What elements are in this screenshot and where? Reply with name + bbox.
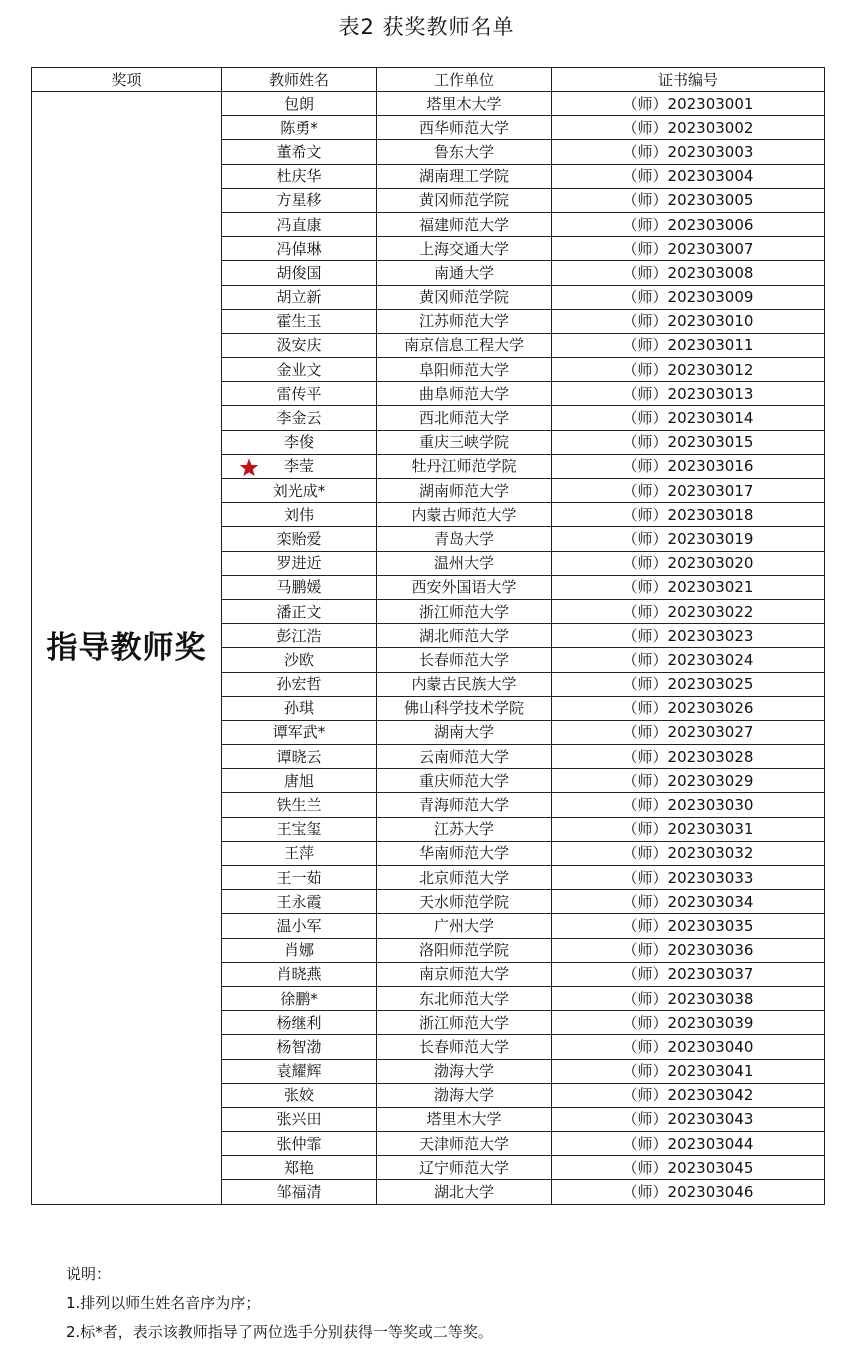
- teacher-name-cell: [222, 962, 377, 986]
- work-unit-cell: 湖北师范大学: [377, 624, 552, 648]
- work-unit-cell: 温州大学: [377, 551, 552, 575]
- teacher-name-cell: [222, 551, 377, 575]
- work-unit-cell: 广州大学: [377, 914, 552, 938]
- certificate-number-cell: （师）202303006: [552, 212, 825, 236]
- work-unit-cell: 南通大学: [377, 261, 552, 285]
- teacher-name-cell: [222, 164, 377, 188]
- certificate-number-cell: （师）202303026: [552, 696, 825, 720]
- header-teacher-name: 教师姓名: [222, 68, 377, 92]
- teacher-name-cell: [222, 793, 377, 817]
- work-unit-cell: 辽宁师范大学: [377, 1156, 552, 1180]
- teacher-name: 徐鹏*: [280, 989, 318, 1008]
- teacher-name: 董希文: [276, 142, 322, 161]
- teacher-name-cell: [222, 503, 377, 527]
- teacher-name: 李莹: [283, 457, 314, 476]
- award-table: [31, 67, 825, 1205]
- teacher-name-cell: [222, 406, 377, 430]
- teacher-name-cell: [222, 914, 377, 938]
- teacher-name: 汲安庆: [276, 336, 322, 355]
- certificate-number-cell: （师）202303045: [552, 1156, 825, 1180]
- work-unit-cell: 渤海大学: [377, 1083, 552, 1107]
- teacher-name: 李俊: [283, 433, 314, 452]
- work-unit-cell: 鲁东大学: [377, 140, 552, 164]
- teacher-name: 张兴田: [276, 1110, 322, 1129]
- teacher-name: 孙琪: [283, 699, 314, 718]
- work-unit-cell: 洛阳师范学院: [377, 938, 552, 962]
- certificate-number-cell: （师）202303044: [552, 1132, 825, 1156]
- certificate-number-cell: （师）202303040: [552, 1035, 825, 1059]
- work-unit-cell: 湖北大学: [377, 1180, 552, 1204]
- work-unit-cell: 浙江师范大学: [377, 599, 552, 623]
- certificate-number-cell: （师）202303002: [552, 116, 825, 140]
- teacher-name: 沙欧: [283, 650, 314, 669]
- certificate-number-cell: （师）202303037: [552, 962, 825, 986]
- work-unit-cell: 重庆三峡学院: [377, 430, 552, 454]
- work-unit-cell: 塔里木大学: [377, 1107, 552, 1131]
- certificate-number-cell: （师）202303039: [552, 1011, 825, 1035]
- teacher-name: 肖晓燕: [276, 965, 322, 984]
- teacher-name: 胡俊国: [276, 263, 322, 282]
- teacher-name: 胡立新: [276, 288, 322, 307]
- teacher-name: 包朗: [283, 94, 314, 113]
- notes-line-2: 2.标*者，表示该教师指导了两位选手分别获得一等奖或二等奖。: [66, 1323, 493, 1341]
- certificate-number-cell: （师）202303001: [552, 92, 825, 116]
- table-body: [32, 92, 825, 1205]
- teacher-name: 杨智渤: [276, 1037, 322, 1056]
- table-header-row: [32, 68, 825, 92]
- teacher-name-cell: [222, 1059, 377, 1083]
- work-unit-cell: 长春师范大学: [377, 648, 552, 672]
- teacher-name: 张姣: [283, 1086, 314, 1105]
- teacher-name: 刘光成*: [272, 481, 326, 500]
- teacher-name-cell: [222, 188, 377, 212]
- notes-section: [66, 1260, 493, 1347]
- certificate-number-cell: （师）202303033: [552, 866, 825, 890]
- work-unit-cell: 阜阳师范大学: [377, 358, 552, 382]
- certificate-number-cell: （师）202303032: [552, 841, 825, 865]
- work-unit-cell: 内蒙古师范大学: [377, 503, 552, 527]
- teacher-name-cell: [222, 527, 377, 551]
- teacher-name-cell: [222, 648, 377, 672]
- teacher-name-cell: [222, 212, 377, 236]
- certificate-number-cell: （师）202303015: [552, 430, 825, 454]
- work-unit-cell: 上海交通大学: [377, 237, 552, 261]
- certificate-number-cell: （师）202303041: [552, 1059, 825, 1083]
- work-unit-cell: 南京师范大学: [377, 962, 552, 986]
- work-unit-cell: 天津师范大学: [377, 1132, 552, 1156]
- teacher-name-cell: [222, 672, 377, 696]
- teacher-name: 李金云: [276, 409, 322, 428]
- teacher-name: 铁生兰: [276, 796, 322, 815]
- certificate-number-cell: （师）202303005: [552, 188, 825, 212]
- certificate-number-cell: （师）202303008: [552, 261, 825, 285]
- certificate-number-cell: （师）202303031: [552, 817, 825, 841]
- teacher-name: 王萍: [283, 844, 314, 863]
- teacher-name-cell: [222, 430, 377, 454]
- star-icon: [238, 457, 260, 478]
- work-unit-cell: 重庆师范大学: [377, 769, 552, 793]
- teacher-name-cell: [222, 285, 377, 309]
- certificate-number-cell: （师）202303017: [552, 479, 825, 503]
- teacher-name-cell: [222, 382, 377, 406]
- work-unit-cell: 浙江师范大学: [377, 1011, 552, 1035]
- header-award: 奖项: [32, 68, 222, 92]
- work-unit-cell: 江苏大学: [377, 817, 552, 841]
- teacher-name-cell: [222, 333, 377, 357]
- teacher-name-cell: [222, 454, 377, 478]
- certificate-number-cell: （师）202303042: [552, 1083, 825, 1107]
- teacher-name-cell: [222, 696, 377, 720]
- work-unit-cell: 天水师范学院: [377, 890, 552, 914]
- teacher-name: 邹福清: [276, 1183, 322, 1202]
- teacher-name: 温小军: [276, 916, 322, 935]
- work-unit-cell: 内蒙古民族大学: [377, 672, 552, 696]
- teacher-name-cell: [222, 1083, 377, 1107]
- teacher-name-cell: [222, 1011, 377, 1035]
- certificate-number-cell: （师）202303023: [552, 624, 825, 648]
- certificate-number-cell: （师）202303024: [552, 648, 825, 672]
- certificate-number-cell: （师）202303035: [552, 914, 825, 938]
- teacher-name: 肖娜: [283, 941, 314, 960]
- work-unit-cell: 南京信息工程大学: [377, 333, 552, 357]
- notes-line-1: 1.排列以师生姓名音序为序；: [66, 1294, 261, 1312]
- work-unit-cell: 黄冈师范学院: [377, 285, 552, 309]
- certificate-number-cell: （师）202303020: [552, 551, 825, 575]
- teacher-name: 雷传平: [276, 384, 322, 403]
- header-work-unit: 工作单位: [377, 68, 552, 92]
- certificate-number-cell: （师）202303034: [552, 890, 825, 914]
- notes-heading: 说明：: [66, 1265, 112, 1283]
- certificate-number-cell: （师）202303046: [552, 1180, 825, 1204]
- header-certificate-number: 证书编号: [552, 68, 825, 92]
- teacher-name-cell: [222, 92, 377, 116]
- teacher-name: 王宝玺: [276, 820, 322, 839]
- certificate-number-cell: （师）202303027: [552, 720, 825, 744]
- teacher-name-cell: [222, 745, 377, 769]
- certificate-number-cell: （师）202303007: [552, 237, 825, 261]
- teacher-name-cell: [222, 769, 377, 793]
- certificate-number-cell: （师）202303018: [552, 503, 825, 527]
- teacher-name: 王永霞: [276, 892, 322, 911]
- teacher-name: 孙宏哲: [276, 675, 322, 694]
- teacher-name-cell: [222, 1156, 377, 1180]
- certificate-number-cell: （师）202303019: [552, 527, 825, 551]
- teacher-name: 王一茹: [276, 868, 322, 887]
- work-unit-cell: 佛山科学技术学院: [377, 696, 552, 720]
- teacher-name-cell: [222, 624, 377, 648]
- teacher-name-cell: [222, 938, 377, 962]
- teacher-name-cell: [222, 309, 377, 333]
- certificate-number-cell: （师）202303021: [552, 575, 825, 599]
- work-unit-cell: 云南师范大学: [377, 745, 552, 769]
- certificate-number-cell: （师）202303016: [552, 454, 825, 478]
- teacher-name: 马鹏媛: [276, 578, 322, 597]
- work-unit-cell: 青岛大学: [377, 527, 552, 551]
- work-unit-cell: 福建师范大学: [377, 212, 552, 236]
- teacher-name-cell: [222, 575, 377, 599]
- teacher-name-cell: [222, 116, 377, 140]
- work-unit-cell: 长春师范大学: [377, 1035, 552, 1059]
- work-unit-cell: 湖南大学: [377, 720, 552, 744]
- work-unit-cell: 牡丹江师范学院: [377, 454, 552, 478]
- teacher-name: 金业文: [276, 360, 322, 379]
- teacher-name-cell: [222, 1180, 377, 1204]
- certificate-number-cell: （师）202303013: [552, 382, 825, 406]
- teacher-name-cell: [222, 841, 377, 865]
- award-name-cell: 指导教师奖: [32, 92, 222, 1205]
- certificate-number-cell: （师）202303010: [552, 309, 825, 333]
- teacher-name-cell: [222, 237, 377, 261]
- teacher-name: 谭军武*: [272, 723, 326, 742]
- work-unit-cell: 华南师范大学: [377, 841, 552, 865]
- teacher-name: 谭晓云: [276, 747, 322, 766]
- teacher-name: 罗进近: [276, 554, 322, 573]
- table-row: [32, 92, 825, 116]
- work-unit-cell: 湖南师范大学: [377, 479, 552, 503]
- teacher-name: 杨继利: [276, 1013, 322, 1032]
- work-unit-cell: 湖南理工学院: [377, 164, 552, 188]
- teacher-name: 栾贻爱: [276, 529, 322, 548]
- certificate-number-cell: （师）202303030: [552, 793, 825, 817]
- page-title: 表2 获奖教师名单: [338, 15, 515, 39]
- certificate-number-cell: （师）202303003: [552, 140, 825, 164]
- teacher-name: 郑艳: [283, 1158, 314, 1177]
- work-unit-cell: 黄冈师范学院: [377, 188, 552, 212]
- work-unit-cell: 渤海大学: [377, 1059, 552, 1083]
- teacher-name-cell: [222, 720, 377, 744]
- teacher-name: 方星移: [276, 191, 322, 210]
- certificate-number-cell: （师）202303004: [552, 164, 825, 188]
- teacher-name-cell: [222, 986, 377, 1010]
- certificate-number-cell: （师）202303038: [552, 986, 825, 1010]
- work-unit-cell: 青海师范大学: [377, 793, 552, 817]
- certificate-number-cell: （师）202303029: [552, 769, 825, 793]
- teacher-name-cell: [222, 261, 377, 285]
- certificate-number-cell: （师）202303036: [552, 938, 825, 962]
- certificate-number-cell: （师）202303043: [552, 1107, 825, 1131]
- certificate-number-cell: （师）202303014: [552, 406, 825, 430]
- teacher-name-cell: [222, 817, 377, 841]
- work-unit-cell: 西华师范大学: [377, 116, 552, 140]
- teacher-name-cell: [222, 599, 377, 623]
- teacher-name: 霍生玉: [276, 312, 322, 331]
- teacher-name-cell: [222, 358, 377, 382]
- certificate-number-cell: （师）202303022: [552, 599, 825, 623]
- teacher-name: 彭江浩: [276, 626, 322, 645]
- work-unit-cell: 曲阜师范大学: [377, 382, 552, 406]
- work-unit-cell: 塔里木大学: [377, 92, 552, 116]
- teacher-name: 唐旭: [283, 771, 314, 790]
- teacher-name-cell: [222, 1132, 377, 1156]
- teacher-name: 陈勇*: [280, 118, 318, 137]
- work-unit-cell: 西北师范大学: [377, 406, 552, 430]
- teacher-name: 冯倬琳: [276, 239, 322, 258]
- certificate-number-cell: （师）202303012: [552, 358, 825, 382]
- certificate-number-cell: （师）202303025: [552, 672, 825, 696]
- teacher-name: 杜庆华: [276, 167, 322, 186]
- work-unit-cell: 西安外国语大学: [377, 575, 552, 599]
- teacher-name: 冯直康: [276, 215, 322, 234]
- work-unit-cell: 江苏师范大学: [377, 309, 552, 333]
- teacher-name: 袁耀辉: [276, 1062, 322, 1081]
- teacher-name: 张仲霏: [276, 1134, 322, 1153]
- teacher-name: 潘正文: [276, 602, 322, 621]
- teacher-name-cell: [222, 479, 377, 503]
- certificate-number-cell: （师）202303009: [552, 285, 825, 309]
- certificate-number-cell: （师）202303028: [552, 745, 825, 769]
- work-unit-cell: 东北师范大学: [377, 986, 552, 1010]
- teacher-name: 刘伟: [283, 505, 314, 524]
- work-unit-cell: 北京师范大学: [377, 866, 552, 890]
- teacher-name-cell: [222, 890, 377, 914]
- certificate-number-cell: （师）202303011: [552, 333, 825, 357]
- teacher-name-cell: [222, 1107, 377, 1131]
- teacher-name-cell: [222, 1035, 377, 1059]
- teacher-name-cell: [222, 866, 377, 890]
- teacher-name-cell: [222, 140, 377, 164]
